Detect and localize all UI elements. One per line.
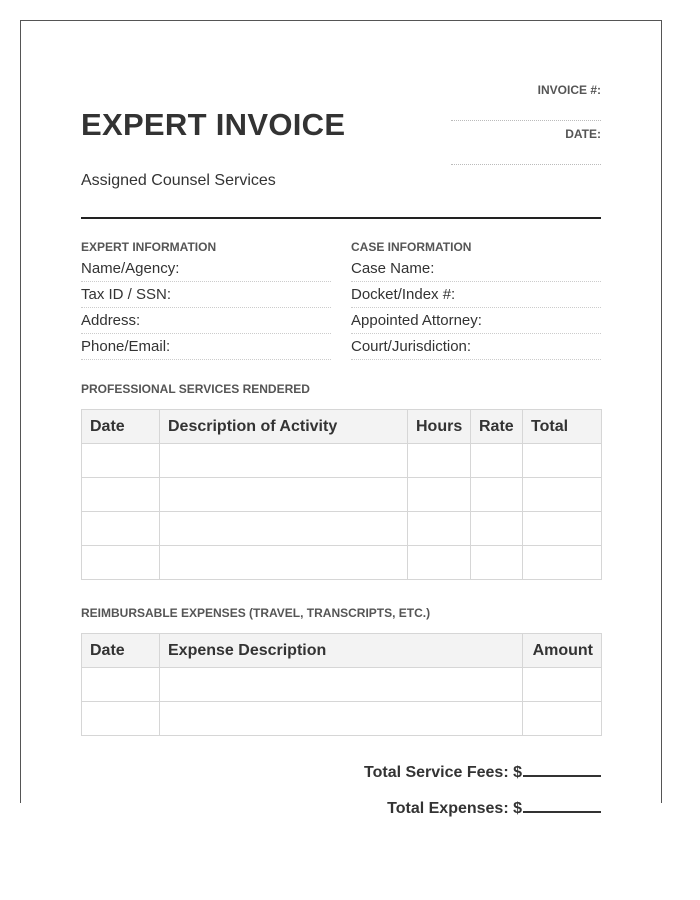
invoice-number-line[interactable] xyxy=(451,120,601,121)
table-cell[interactable] xyxy=(471,546,523,580)
services-header-row xyxy=(82,410,602,444)
table-cell[interactable] xyxy=(523,546,602,580)
expenses-table xyxy=(81,633,602,736)
date-line[interactable] xyxy=(451,164,601,165)
total-expenses-row xyxy=(81,797,601,818)
invoice-number-field[interactable] xyxy=(451,83,601,97)
table-row xyxy=(82,444,602,478)
table-cell[interactable] xyxy=(408,546,471,580)
table-row xyxy=(82,478,602,512)
total-service-fees-row xyxy=(81,761,601,782)
expenses-heading: REIMBURSABLE EXPENSES (TRAVEL, TRANSCRIPTS, ETC.) xyxy=(81,606,431,620)
case-information-section xyxy=(351,240,601,361)
table-cell[interactable] xyxy=(523,702,602,736)
expert-address-field[interactable]: Address: xyxy=(81,309,331,334)
expert-information-section xyxy=(81,240,331,361)
case-name-field[interactable]: Case Name: xyxy=(351,257,601,282)
table-cell[interactable] xyxy=(82,546,160,580)
expenses-col-description: Expense Description xyxy=(160,634,523,668)
table-cell[interactable] xyxy=(523,512,602,546)
table-row xyxy=(82,512,602,546)
total-expenses-blank[interactable] xyxy=(523,797,601,813)
table-cell[interactable] xyxy=(160,668,523,702)
table-cell[interactable] xyxy=(160,512,408,546)
services-col-description: Description of Activity xyxy=(160,410,408,444)
table-cell[interactable] xyxy=(82,478,160,512)
total-service-fees-label: Total Service Fees: $ xyxy=(364,764,522,781)
total-expenses-label: Total Expenses: $ xyxy=(387,800,522,817)
table-cell[interactable] xyxy=(82,668,160,702)
total-service-fees-blank[interactable] xyxy=(523,761,601,777)
header-divider xyxy=(81,217,601,219)
case-information-heading: CASE INFORMATION xyxy=(351,240,472,254)
table-cell[interactable] xyxy=(523,668,602,702)
table-row xyxy=(82,702,602,736)
table-cell[interactable] xyxy=(82,512,160,546)
table-cell[interactable] xyxy=(523,444,602,478)
table-cell[interactable] xyxy=(82,702,160,736)
expenses-col-date: Date xyxy=(82,634,160,668)
invoice-number-label: INVOICE #: xyxy=(537,83,601,97)
table-cell[interactable] xyxy=(160,546,408,580)
table-cell[interactable] xyxy=(471,512,523,546)
table-row xyxy=(82,668,602,702)
table-cell[interactable] xyxy=(408,512,471,546)
table-row xyxy=(82,546,602,580)
expert-information-heading: EXPERT INFORMATION xyxy=(81,240,217,254)
table-cell[interactable] xyxy=(160,478,408,512)
table-cell[interactable] xyxy=(160,702,523,736)
table-cell[interactable] xyxy=(471,444,523,478)
table-cell[interactable] xyxy=(408,444,471,478)
services-col-date: Date xyxy=(82,410,160,444)
table-cell[interactable] xyxy=(160,444,408,478)
expenses-col-amount: Amount xyxy=(523,634,602,668)
page-subtitle: Assigned Counsel Services xyxy=(81,172,276,189)
date-field[interactable] xyxy=(451,127,601,141)
services-table xyxy=(81,409,602,580)
expert-phone-email-field[interactable]: Phone/Email: xyxy=(81,335,331,360)
page-title: EXPERT INVOICE xyxy=(81,107,346,142)
invoice-page xyxy=(20,20,662,817)
table-cell[interactable] xyxy=(471,478,523,512)
expert-name-field[interactable]: Name/Agency: xyxy=(81,257,331,282)
table-cell[interactable] xyxy=(82,444,160,478)
expert-tax-id-field[interactable]: Tax ID / SSN: xyxy=(81,283,331,308)
expenses-header-row xyxy=(82,634,602,668)
services-heading: PROFESSIONAL SERVICES RENDERED xyxy=(81,382,310,396)
services-col-total: Total xyxy=(523,410,602,444)
appointed-attorney-field[interactable]: Appointed Attorney: xyxy=(351,309,601,334)
docket-index-field[interactable]: Docket/Index #: xyxy=(351,283,601,308)
services-col-rate: Rate xyxy=(471,410,523,444)
table-cell[interactable] xyxy=(408,478,471,512)
table-cell[interactable] xyxy=(523,478,602,512)
services-col-hours: Hours xyxy=(408,410,471,444)
court-jurisdiction-field[interactable]: Court/Jurisdiction: xyxy=(351,335,601,360)
date-label: DATE: xyxy=(565,127,601,141)
